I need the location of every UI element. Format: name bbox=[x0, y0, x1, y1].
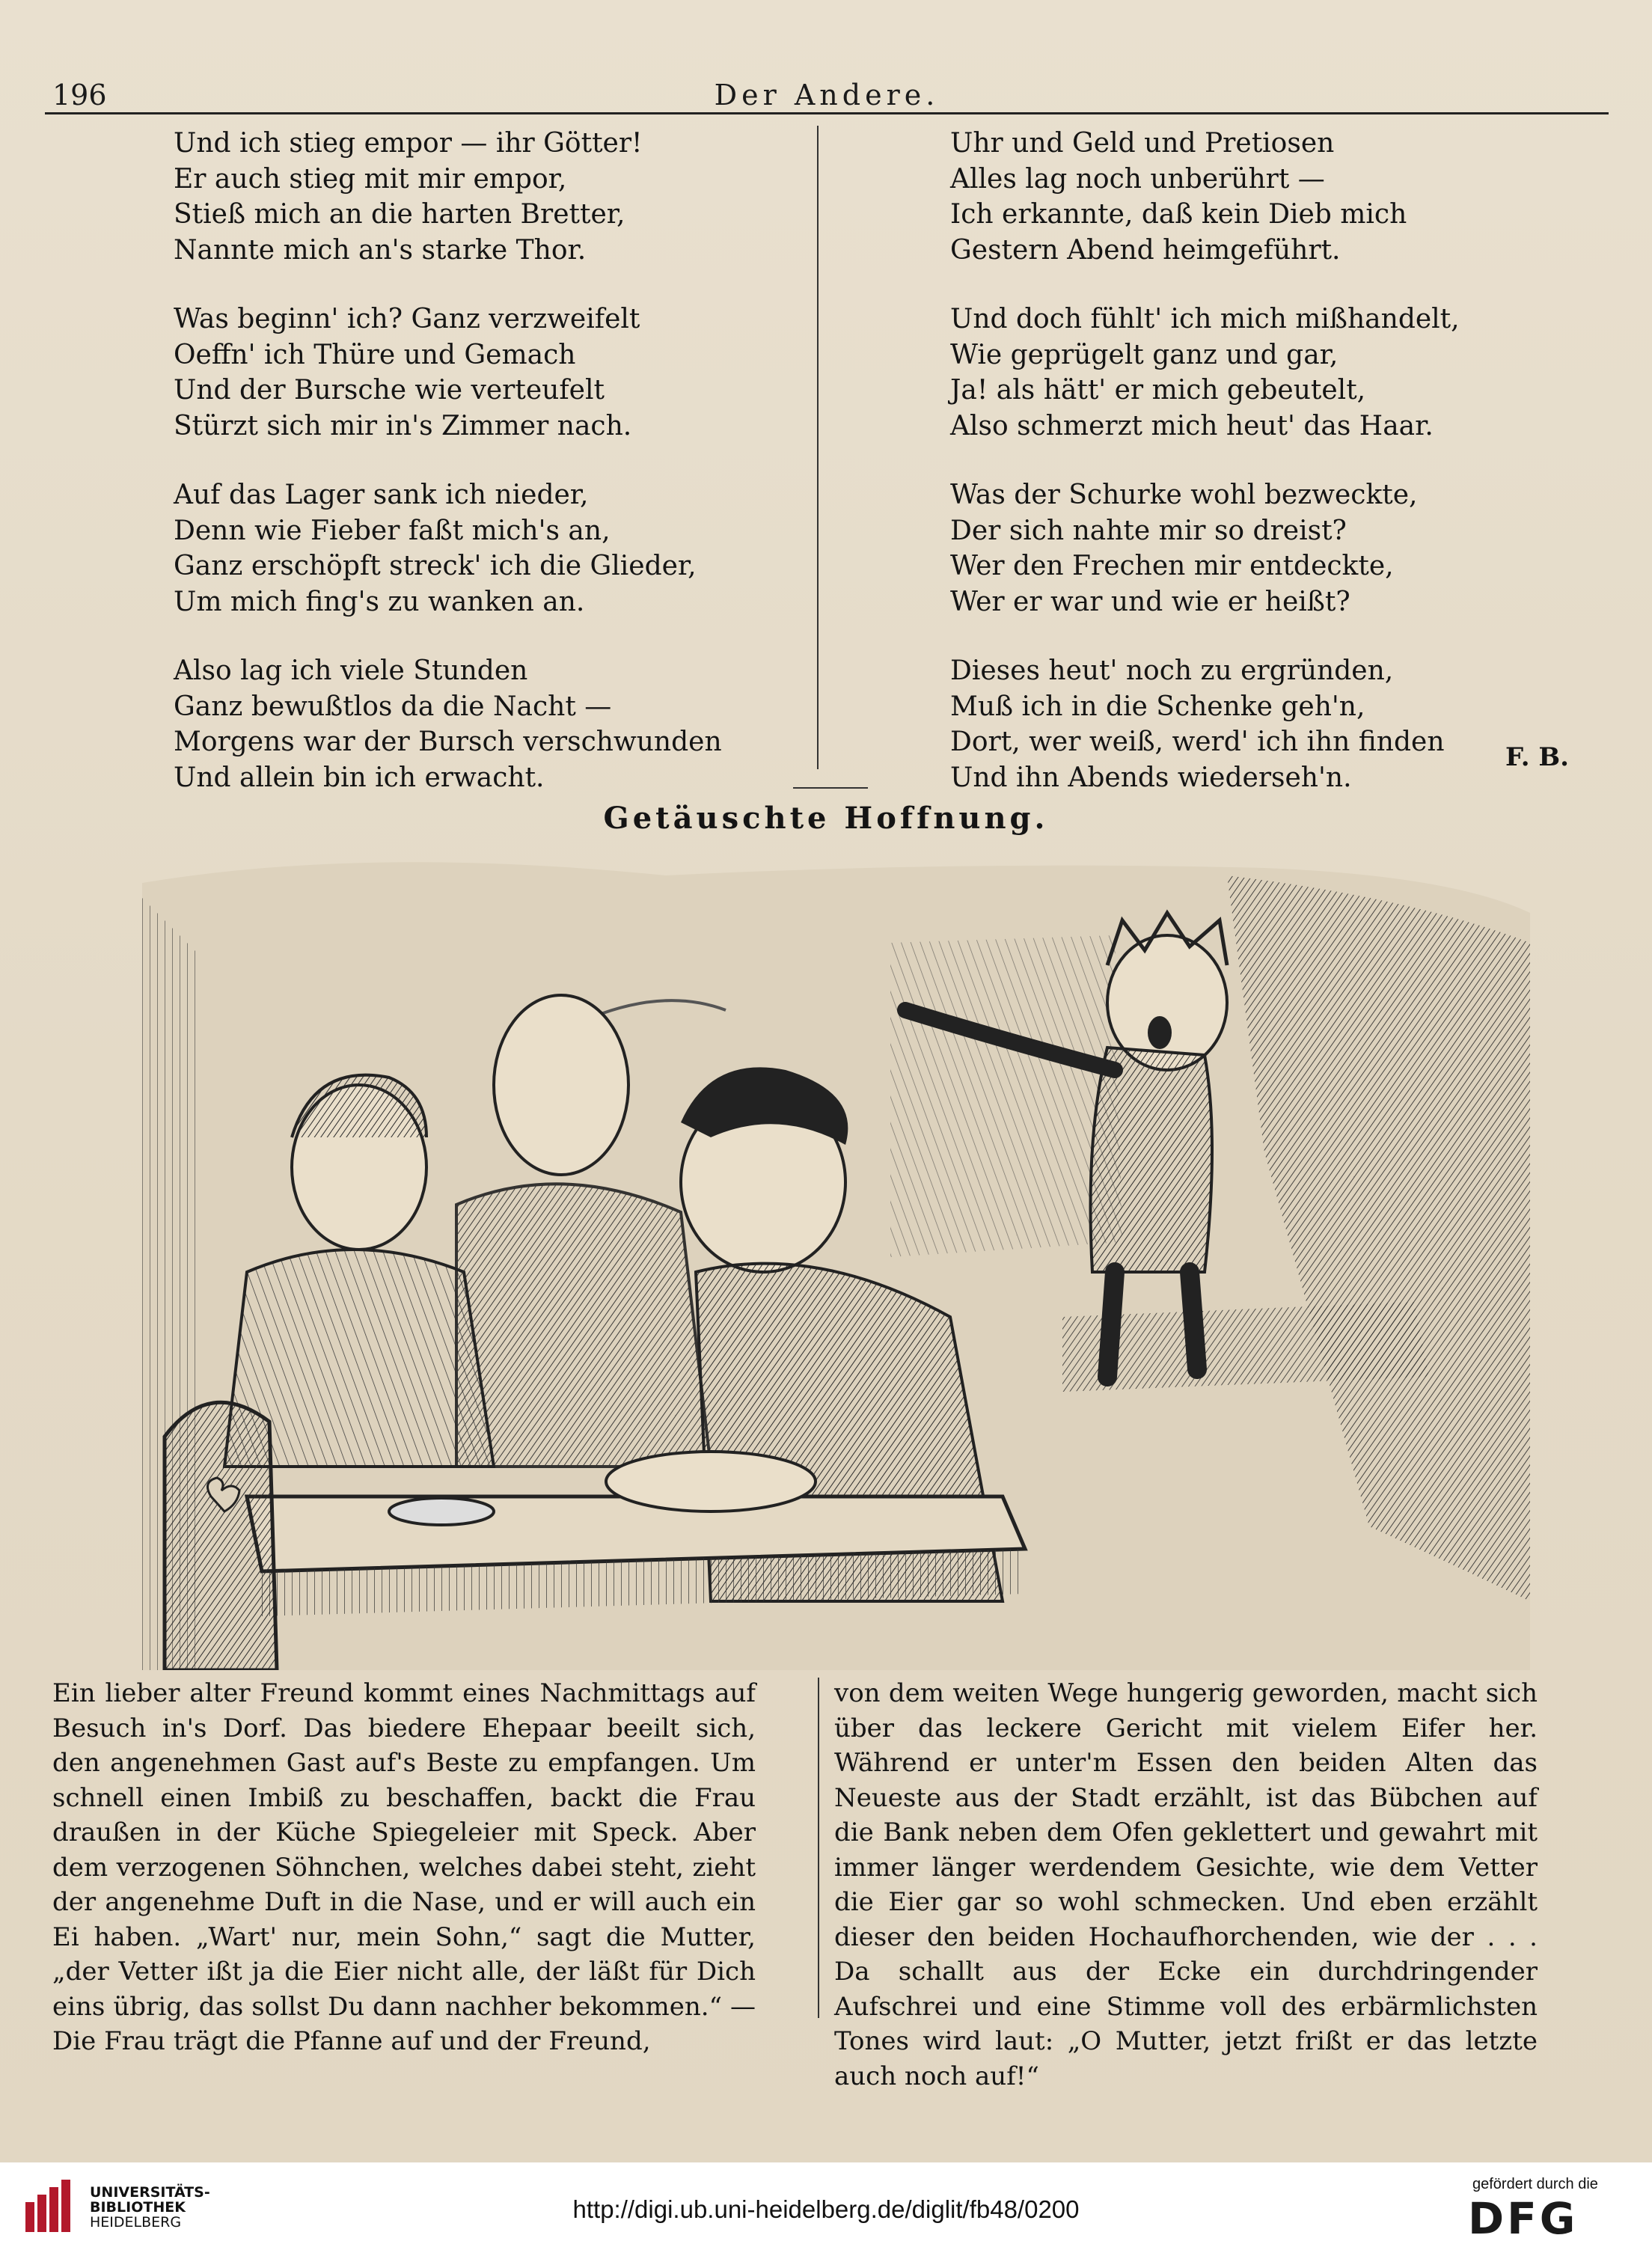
poem-line: Ich erkannte, daß kein Dieb mich bbox=[950, 199, 1407, 230]
poem-line: Er auch stieg mit mir empor, bbox=[174, 163, 567, 195]
column-divider bbox=[817, 126, 819, 769]
poem-line: Und ich stieg empor — ihr Götter! bbox=[174, 128, 643, 159]
prose-right-column: von dem weiten Wege hungerig geworden, macht sich über das leckere Gericht mit vielem Eifer her. Während er unter'm Essen den beiden Alten das Neueste aus der Stadt erzählt, ist das Bübchen auf die Bank neben dem Ofen geklettert und gewahrt mit immer länger werdendem Gesichte, wie dem Vetter die Eier gar so wohl schmecken. Und eben erzählt dieser den beiden Hochaufhorchenden, wie der . . . Da schallt aus der Ecke ein durchdringender Aufschrei und eine Stimme voll des erbärmlichsten Tones wird laut: „O Mutter, jetzt frißt er das letzte auch noch auf!“ bbox=[834, 1678, 1538, 2091]
poem-line: Muß ich in die Schenke geh'n, bbox=[950, 691, 1365, 722]
poem-signature: F. B. bbox=[1505, 742, 1569, 772]
section-title: Getäuschte Hoffnung. bbox=[603, 801, 1049, 836]
stove-shading bbox=[890, 935, 1122, 1257]
poem-line: Also schmerzt mich heut' das Haar. bbox=[950, 410, 1434, 441]
poem-line: Morgens war der Bursch verschwunden bbox=[174, 727, 722, 757]
prose-column-divider bbox=[818, 1678, 819, 2018]
chair-back bbox=[165, 1402, 277, 1670]
library-name-line: BIBLIOTHEK bbox=[90, 2199, 186, 2216]
poem-line: Was der Schurke wohl bezweckte, bbox=[950, 480, 1418, 510]
boy-body bbox=[1091, 1048, 1213, 1272]
permalink-url[interactable]: http://digi.ub.uni-heidelberg.de/diglit/fb48/0200 bbox=[572, 2195, 1080, 2223]
header-rule bbox=[45, 112, 1609, 114]
poem-line: Also lag ich viele Stunden bbox=[174, 655, 528, 686]
pan-with-eggs bbox=[606, 1452, 816, 1511]
poem-line: Stürzt sich mir in's Zimmer nach. bbox=[174, 410, 632, 441]
running-title: Der Andere. bbox=[714, 79, 940, 111]
page-number: 196 bbox=[52, 79, 107, 111]
father-body bbox=[456, 1184, 711, 1467]
poem-stanza bbox=[950, 477, 1460, 620]
poem-stanza bbox=[174, 653, 722, 795]
poem-line: Dort, wer weiß, werd' ich ihn finden bbox=[950, 727, 1445, 757]
funding-label: gefördert durch die bbox=[1472, 2176, 1598, 2192]
engraving-illustration bbox=[142, 853, 1530, 1670]
poem-stanza bbox=[950, 653, 1460, 795]
poem-stanza bbox=[950, 302, 1460, 444]
poem-line: Wie geprügelt ganz und gar, bbox=[950, 339, 1339, 370]
poem-line: Wer er war und wie er heißt? bbox=[950, 586, 1350, 617]
poem-line: Der sich nahte mir so dreist? bbox=[950, 515, 1347, 546]
poem-line: Ganz erschöpft streck' ich die Glieder, bbox=[174, 551, 697, 581]
poem-line: Alles lag noch unberührt — bbox=[950, 163, 1325, 195]
prose-left-column: Ein lieber alter Freund kommt eines Nachmittags auf Besuch in's Dorf. Das biedere Ehepaar beeilt sich, den angenehmen Gast auf's Beste zu empfangen. Um schnell einen Imbiß zu beschaffen, backt die Frau draußen in der Küche Spiegeleier mit Speck. Aber dem verzogenen Söhnchen, welches dabei steht, zieht der angenehme Duft in die Nase, und er will auch ein Ei haben. „Wart' nur, mein Sohn,“ sagt die Mutter, „der Vetter ißt ja die Eier nicht alle, der läßt für Dich eins übrig, das sollst Du dann nachher bekommen.“ — Die Frau trägt die Pfanne auf und der Freund, bbox=[52, 1678, 756, 2056]
poem-stanza bbox=[174, 477, 722, 620]
poem-line: Oeffn' ich Thüre und Gemach bbox=[174, 339, 576, 370]
poem-line: Gestern Abend heimgeführt. bbox=[950, 234, 1341, 266]
poem-line: Und allein bin ich erwacht. bbox=[174, 762, 545, 793]
poem-line: Und doch fühlt' ich mich mißhandelt, bbox=[950, 304, 1460, 334]
poem-line: Und ihn Abends wiederseh'n. bbox=[950, 762, 1352, 793]
poem-line: Und der Bursche wie verteufelt bbox=[174, 375, 605, 406]
poem-line: Um mich fing's zu wanken an. bbox=[174, 586, 585, 617]
poem-line: Wer den Frechen mir entdeckte, bbox=[950, 551, 1394, 581]
poem-stanza bbox=[174, 126, 722, 268]
poem-line: Was beginn' ich? Ganz verzweifelt bbox=[174, 304, 640, 334]
poem-line: Stieß mich an die harten Bretter, bbox=[174, 199, 625, 230]
poem-line: Ja! als hätt' er mich gebeutelt, bbox=[950, 375, 1366, 406]
section-separator bbox=[793, 787, 868, 789]
poem-line: Dieses heut' noch zu ergründen, bbox=[950, 655, 1394, 686]
poem-right-column bbox=[950, 126, 1460, 829]
boy-mouth bbox=[1148, 1016, 1172, 1049]
poem-line: Ganz bewußtlos da die Nacht — bbox=[174, 691, 612, 722]
library-name-line: HEIDELBERG bbox=[90, 2214, 182, 2231]
dfg-logo: DFG bbox=[1468, 2193, 1579, 2244]
poem-left-column bbox=[174, 126, 722, 829]
poem-line: Nannte mich an's starke Thor. bbox=[174, 234, 587, 266]
poem-line: Denn wie Fieber faßt mich's an, bbox=[174, 515, 611, 546]
library-name-line: UNIVERSITÄTS- bbox=[90, 2184, 210, 2201]
poem-stanza bbox=[950, 126, 1460, 268]
poem-line: Auf das Lager sank ich nieder, bbox=[174, 480, 589, 510]
father-head bbox=[494, 995, 628, 1175]
plate bbox=[389, 1498, 494, 1525]
poem-stanza bbox=[174, 302, 722, 444]
poem-line: Uhr und Geld und Pretiosen bbox=[950, 128, 1335, 159]
